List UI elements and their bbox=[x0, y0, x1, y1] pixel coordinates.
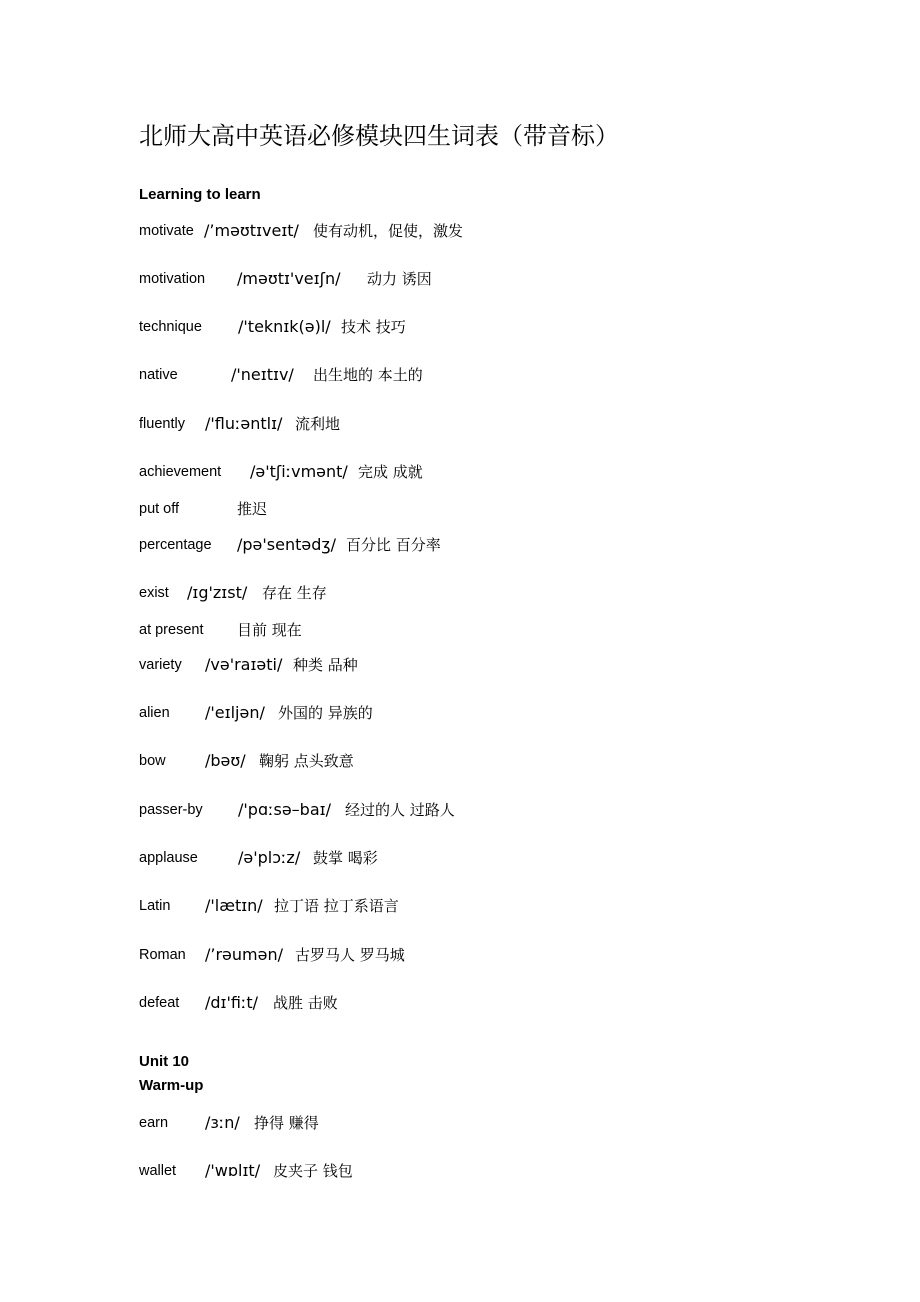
vocab-word: alien bbox=[139, 705, 170, 721]
vocab-word: percentage bbox=[139, 537, 212, 553]
vocab-row bbox=[0, 618, 920, 642]
section-heading-unit: Unit 10 bbox=[139, 1053, 190, 1070]
vocab-word: fluently bbox=[139, 416, 185, 432]
vocab-meaning: 技术 技巧 bbox=[341, 318, 406, 336]
vocab-meaning: 动力 诱因 bbox=[367, 270, 432, 288]
vocab-meaning: 百分比 百分率 bbox=[346, 536, 441, 554]
vocab-phonetic: /'eɪljən/ bbox=[205, 703, 265, 722]
vocab-phonetic: /'neɪtɪv/ bbox=[231, 365, 294, 384]
vocab-meaning: 目前 现在 bbox=[237, 621, 302, 639]
vocab-row bbox=[0, 1159, 920, 1183]
vocab-row bbox=[0, 412, 920, 436]
vocab-word: native bbox=[139, 367, 178, 383]
vocab-meaning: 种类 品种 bbox=[293, 656, 358, 674]
vocab-meaning: 拉丁语 拉丁系语言 bbox=[274, 897, 399, 915]
vocab-phonetic: /’məʊtɪveɪt/ bbox=[204, 221, 299, 240]
vocab-row bbox=[0, 798, 920, 822]
vocab-phonetic: /'fluːəntlɪ/ bbox=[205, 414, 283, 433]
vocab-meaning: 战胜 击败 bbox=[273, 994, 338, 1012]
vocab-phonetic: /'teknɪk(ə)l/ bbox=[238, 317, 331, 336]
vocab-row bbox=[0, 701, 920, 725]
vocab-row bbox=[0, 315, 920, 339]
vocab-word: put off bbox=[139, 501, 180, 517]
vocab-phonetic: /məʊtɪ'veɪʃn/ bbox=[237, 269, 341, 288]
vocab-phonetic: /ɜːn/ bbox=[205, 1113, 240, 1132]
vocab-phonetic: /bəʊ/ bbox=[205, 751, 246, 770]
vocab-meaning: 外国的 异族的 bbox=[278, 704, 373, 722]
vocab-word: motivate bbox=[139, 223, 194, 239]
vocab-row bbox=[0, 894, 920, 918]
vocab-meaning: 经过的人 过路人 bbox=[345, 801, 455, 819]
vocab-phonetic: /ɪg'zɪst/ bbox=[187, 583, 248, 602]
vocab-word: Latin bbox=[139, 898, 171, 914]
vocab-meaning: 推迟 bbox=[237, 500, 268, 518]
vocab-row bbox=[0, 749, 920, 773]
vocab-meaning: 皮夹子 钱包 bbox=[273, 1162, 353, 1180]
vocab-phonetic: /ə'plɔːz/ bbox=[238, 848, 301, 867]
vocab-word: exist bbox=[139, 585, 169, 601]
vocab-word: defeat bbox=[139, 995, 180, 1011]
vocab-meaning: 出生地的 本土的 bbox=[313, 366, 423, 384]
vocab-word: earn bbox=[139, 1115, 169, 1131]
section-heading-warmup: Warm-up bbox=[139, 1077, 204, 1094]
section-heading-learning: Learning to learn bbox=[139, 186, 261, 203]
vocab-word: bow bbox=[139, 753, 166, 769]
vocab-word: Roman bbox=[139, 947, 186, 963]
vocab-word: achievement bbox=[139, 464, 222, 480]
document-title: 北师大高中英语必修模块四生词表（带音标） bbox=[139, 122, 619, 150]
vocab-phonetic: /pə'sentədʒ/ bbox=[237, 535, 337, 554]
vocab-row bbox=[0, 497, 920, 521]
vocab-word: at present bbox=[139, 622, 204, 638]
vocab-row bbox=[0, 943, 920, 967]
vocab-meaning: 挣得 赚得 bbox=[254, 1114, 319, 1132]
vocab-row bbox=[0, 653, 920, 677]
vocab-meaning: 鞠躬 点头致意 bbox=[259, 752, 354, 770]
vocab-word: passer-by bbox=[139, 802, 203, 818]
vocab-phonetic: /dɪ'fiːt/ bbox=[205, 993, 259, 1012]
vocab-meaning: 流利地 bbox=[295, 415, 341, 433]
vocab-word: variety bbox=[139, 657, 182, 673]
vocab-word: technique bbox=[139, 319, 202, 335]
vocab-row bbox=[0, 846, 920, 870]
vocab-row bbox=[0, 460, 920, 484]
vocab-meaning: 古罗马人 罗马城 bbox=[295, 946, 405, 964]
vocab-word: wallet bbox=[139, 1163, 177, 1179]
vocab-row bbox=[0, 581, 920, 605]
vocab-row bbox=[0, 1111, 920, 1135]
vocab-row bbox=[0, 267, 920, 291]
vocab-meaning: 存在 生存 bbox=[262, 584, 327, 602]
vocab-phonetic: /ə'tʃiːvmənt/ bbox=[250, 462, 348, 481]
vocab-row bbox=[0, 363, 920, 387]
vocab-phonetic: /və'raɪəti/ bbox=[205, 655, 283, 674]
vocab-meaning: 完成 成就 bbox=[358, 463, 423, 481]
vocab-meaning: 使有动机，促使，激发 bbox=[313, 222, 464, 240]
vocab-phonetic: /'wɒlɪt/ bbox=[205, 1161, 261, 1180]
vocab-row bbox=[0, 991, 920, 1015]
vocab-phonetic: /'lætɪn/ bbox=[205, 896, 263, 915]
vocab-phonetic: /’rəumən/ bbox=[205, 945, 283, 964]
vocab-word: applause bbox=[139, 850, 198, 866]
vocab-meaning: 鼓掌 喝彩 bbox=[313, 849, 378, 867]
vocab-word: motivation bbox=[139, 271, 206, 287]
vocab-row bbox=[0, 533, 920, 557]
vocab-row bbox=[0, 219, 920, 243]
vocab-phonetic: /'pɑːsə–baɪ/ bbox=[238, 800, 331, 819]
